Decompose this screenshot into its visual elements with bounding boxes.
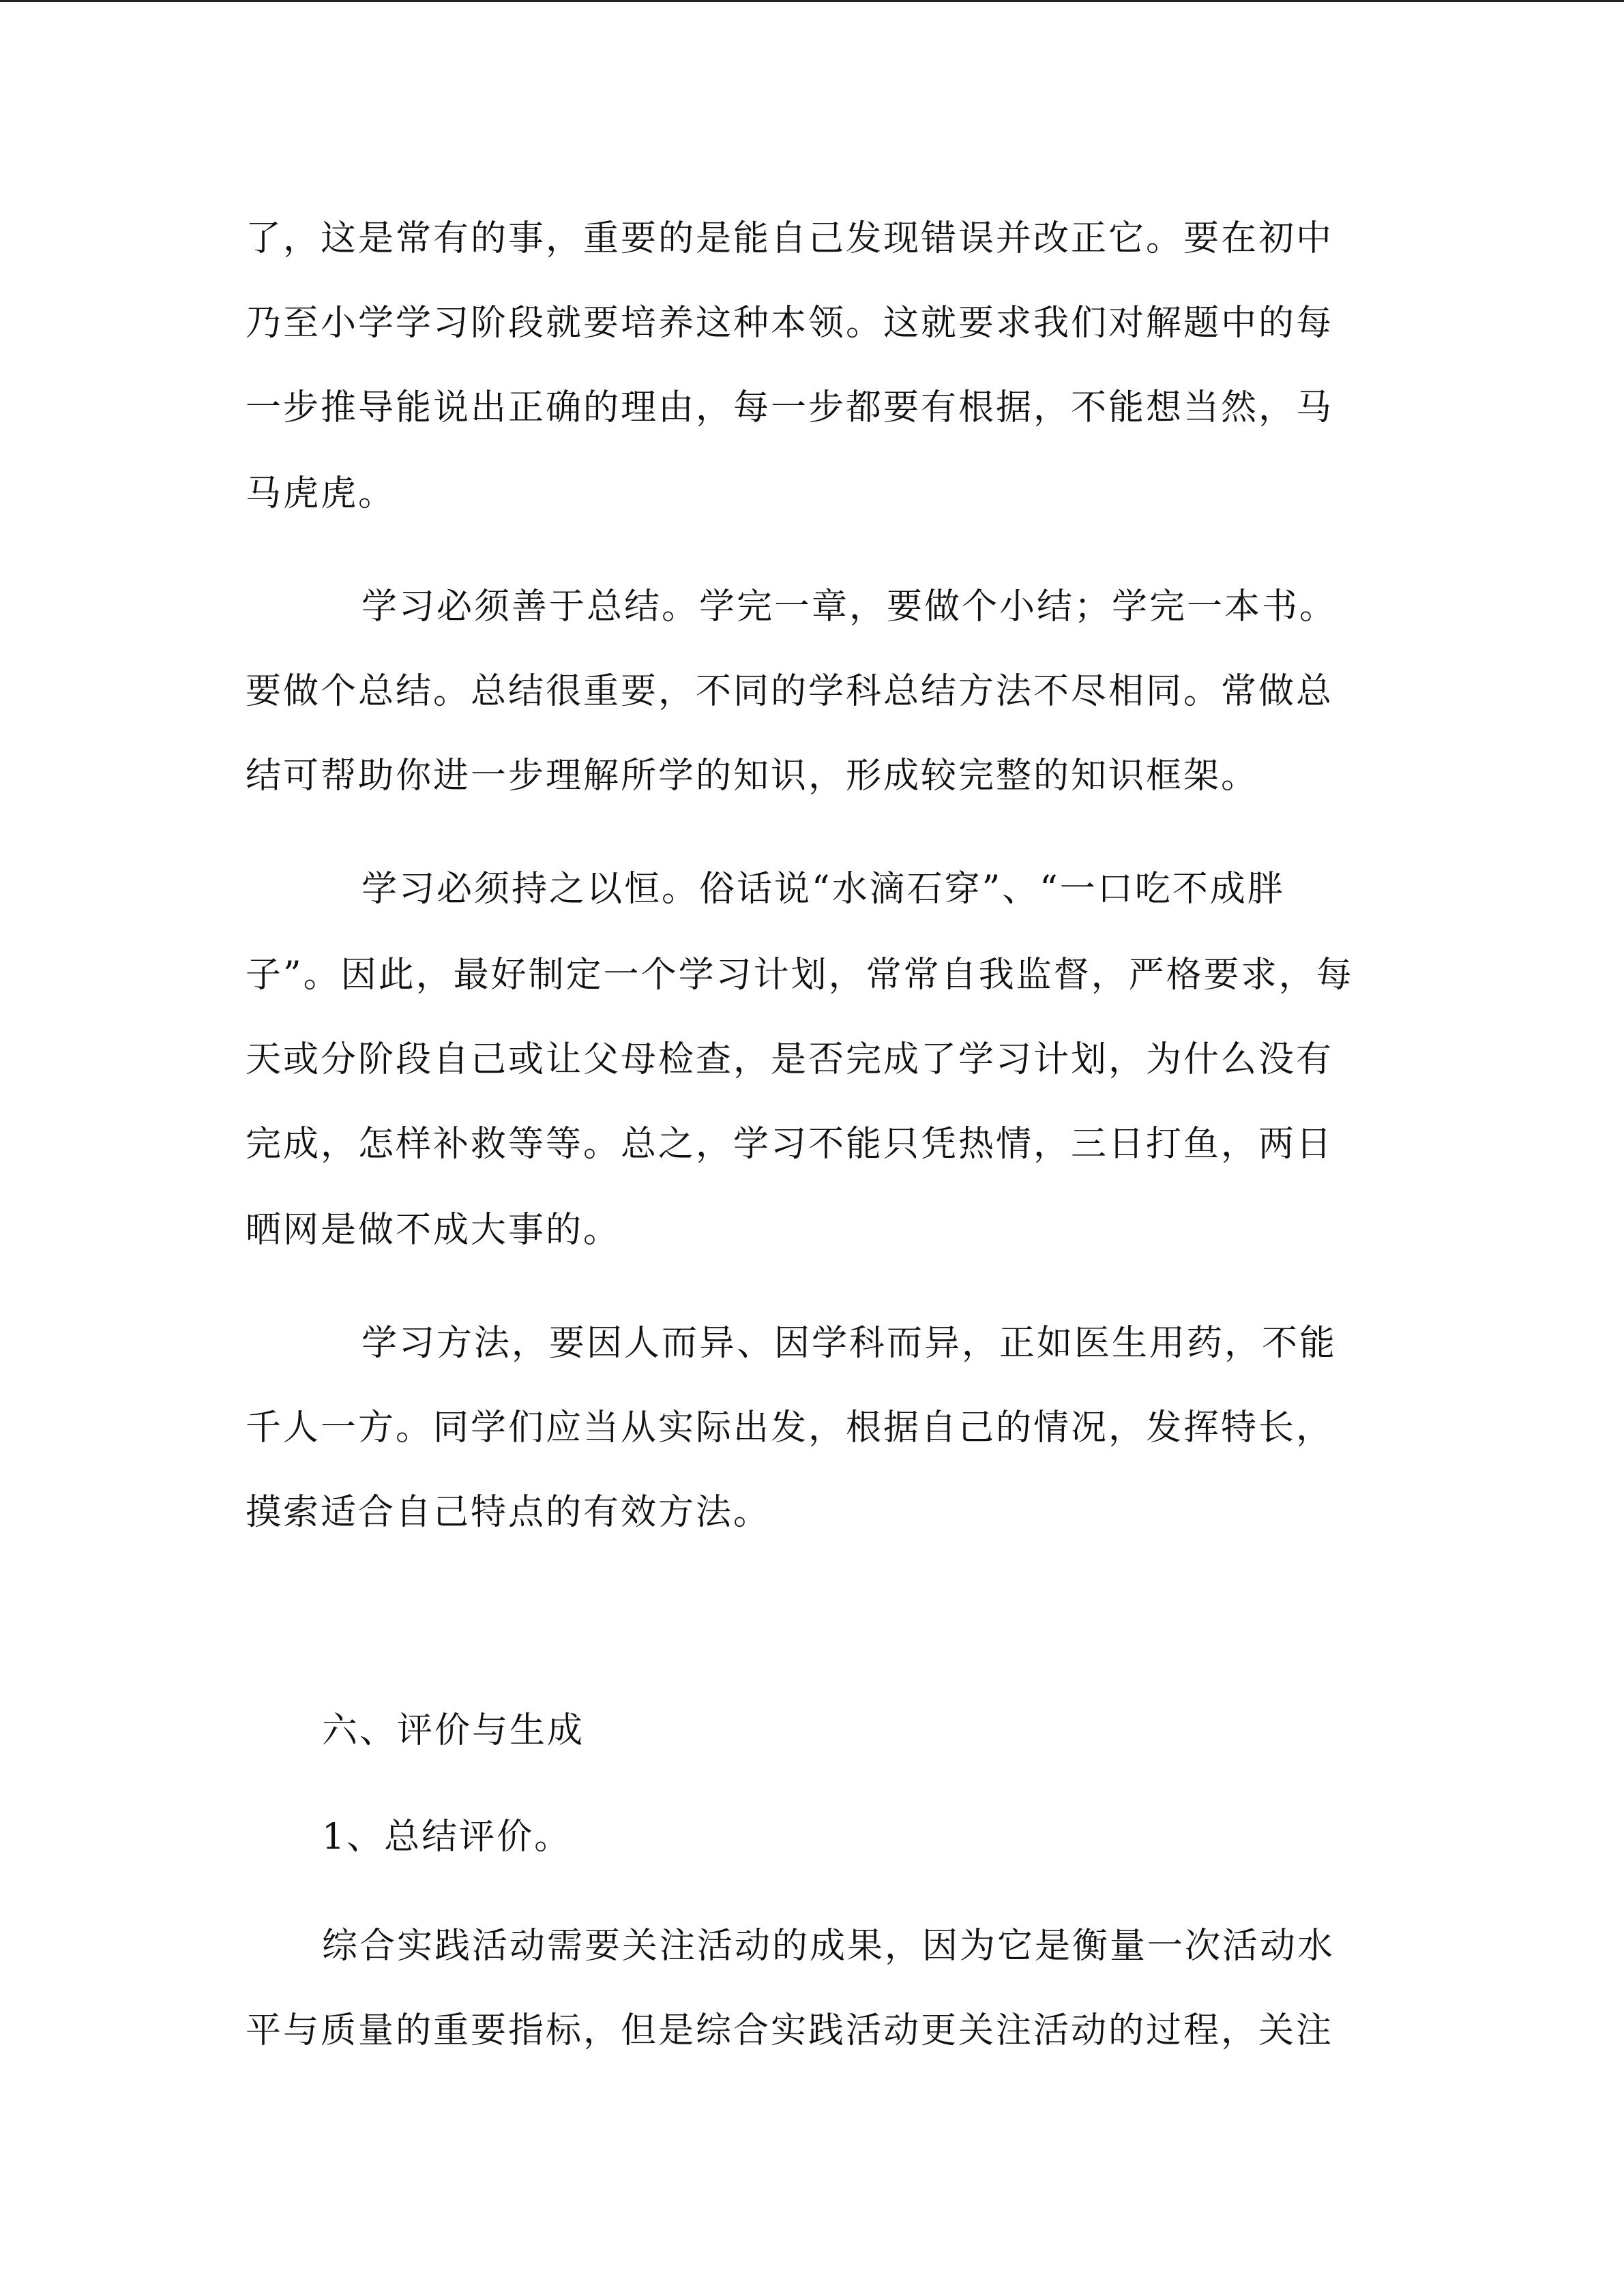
text-line: 要做个总结。总结很重要，不同的学科总结方法不尽相同。常做总 [246, 671, 1334, 712]
text-line: 乃至小学学习阶段就要培养这种本领。这就要求我们对解题中的每 [246, 303, 1334, 344]
paragraph-first-line: 综合实践活动需要关注活动的成果，因为它是衡量一次活动水 [322, 1926, 1335, 1967]
section-heading: 六、评价与生成 [322, 1710, 585, 1751]
paragraph-first-line: 学习必须持之以恒。俗话说“水滴石穿”、“一口吃不成胖 [361, 869, 1285, 910]
text-line: 晒网是做不成大事的。 [246, 1210, 621, 1251]
text-line: 了，这是常有的事，重要的是能自己发现错误并改正它。要在初中 [246, 218, 1334, 259]
text-line: 完成，怎样补救等等。总之，学习不能只凭热情，三日打鱼，两日 [246, 1124, 1334, 1165]
text-line: 天或分阶段自己或让父母检查，是否完成了学习计划，为什么没有 [246, 1039, 1334, 1080]
text-line: 一步推导能说出正确的理由，每一步都要有根据，不能想当然，马 [246, 387, 1334, 428]
text-line: 摸索适合自己特点的有效方法。 [246, 1492, 771, 1533]
text-line: 千人一方。同学们应当从实际出发，根据自己的情况，发挥特长， [246, 1407, 1334, 1448]
paragraph-first-line: 学习方法，要因人而异、因学科而异，正如医生用药，不能 [361, 1323, 1338, 1364]
subsection-heading: 1、总结评价。 [322, 1817, 572, 1858]
text-line: 结可帮助你进一步理解所学的知识，形成较完整的知识框架。 [246, 756, 1259, 796]
text-line: 马虎虎。 [246, 473, 396, 514]
text-line: 子”。因此，最好制定一个学习计划，常常自我监督，严格要求，每 [246, 955, 1354, 996]
paragraph-first-line: 学习必须善于总结。学完一章，要做个小结；学完一本书。 [361, 586, 1338, 627]
text-line: 平与质量的重要指标，但是综合实践活动更关注活动的过程，关注 [246, 2010, 1334, 2051]
